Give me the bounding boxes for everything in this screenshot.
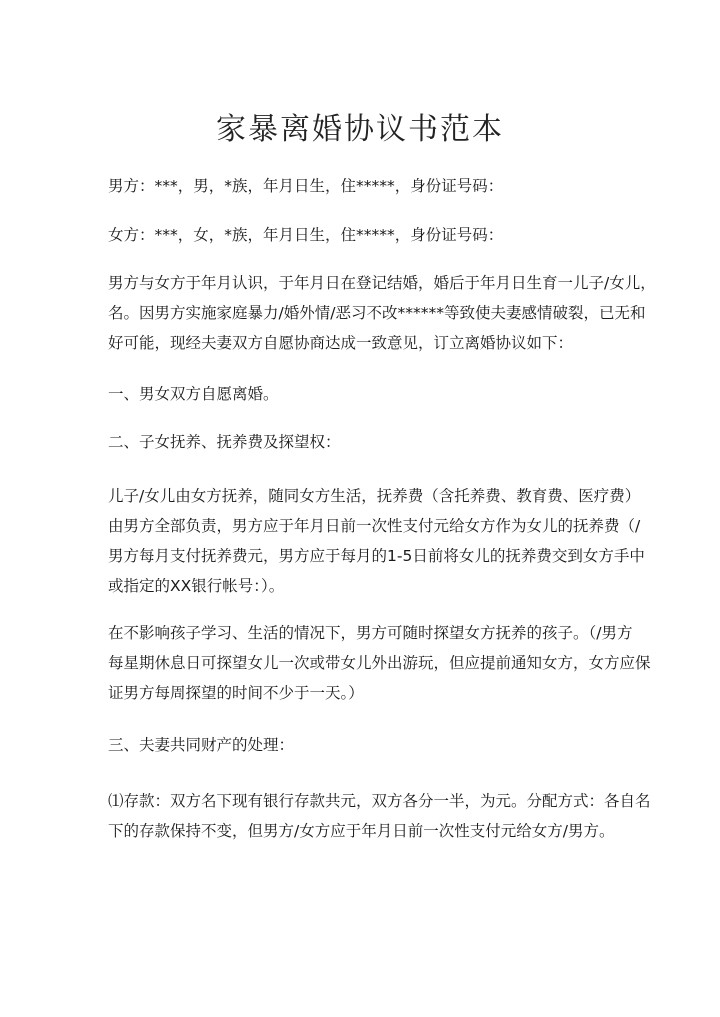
text-line: 女方：***，女，*族，年月日生，住*****，身份证号码： <box>108 226 504 244</box>
text-line: 或指定的XX银行帐号：）。 <box>108 577 285 595</box>
paragraph-clause-3-heading <box>108 730 618 760</box>
paragraph-female-party <box>108 220 618 250</box>
paragraph-clause-2-visitation <box>108 618 651 708</box>
text-line: 好可能，现经夫妻双方自愿协商达成一致意见，订立离婚协议如下： <box>108 334 574 352</box>
text-line: 一、男女双方自愿离婚。 <box>108 385 279 403</box>
text-line: 二、子女抚养、抚养费及探望权： <box>108 433 341 451</box>
document-title: 家暴离婚协议书范本 <box>216 112 504 147</box>
paragraph-preamble <box>108 268 656 358</box>
text-line: ⑴存款：双方名下现有银行存款共元，双方各分一半，为元。分配方式：各自名 <box>108 792 651 810</box>
paragraph-clause-2-heading <box>108 427 618 457</box>
paragraph-clause-2-support <box>108 481 645 601</box>
text-line: 每星期休息日可探望女儿一次或带女儿外出游玩，但应提前通知女方，女方应保 <box>108 654 651 672</box>
text-line: 在不影响孩子学习、生活的情况下，男方可随时探望女方抚养的孩子。（/男方 <box>108 624 633 642</box>
paragraph-male-party <box>108 171 618 201</box>
text-line: 男方与女方于年月认识，于年月日在登记结婚，婚后于年月日生育一儿子/女儿， <box>108 274 656 292</box>
text-line: 下的存款保持不变，但男方/女方应于年月日前一次性支付元给女方/男方。 <box>108 822 615 840</box>
text-line: 证男方每周探望的时间不少于一天。） <box>108 684 364 702</box>
text-line: 由男方全部负责，男方应于年月日前一次性支付元给女方作为女儿的抚养费（/ <box>108 517 641 535</box>
text-line: 男方每月支付抚养费元，男方应于每月的1-5日前将女儿的抚养费交到女方手中 <box>108 547 645 565</box>
paragraph-clause-1 <box>108 379 618 409</box>
text-line: 儿子/女儿由女方抚养，随同女方生活，抚养费（含托养费、教育费、医疗费） <box>108 487 641 505</box>
text-line: 三、夫妻共同财产的处理： <box>108 736 295 754</box>
paragraph-clause-3-savings <box>108 786 651 846</box>
text-line: 男方：***，男，*族，年月日生，住*****，身份证号码： <box>108 177 504 195</box>
text-line: 名。因男方实施家庭暴力/婚外情/恶习不改******等致使夫妻感情破裂，已无和 <box>108 304 646 322</box>
